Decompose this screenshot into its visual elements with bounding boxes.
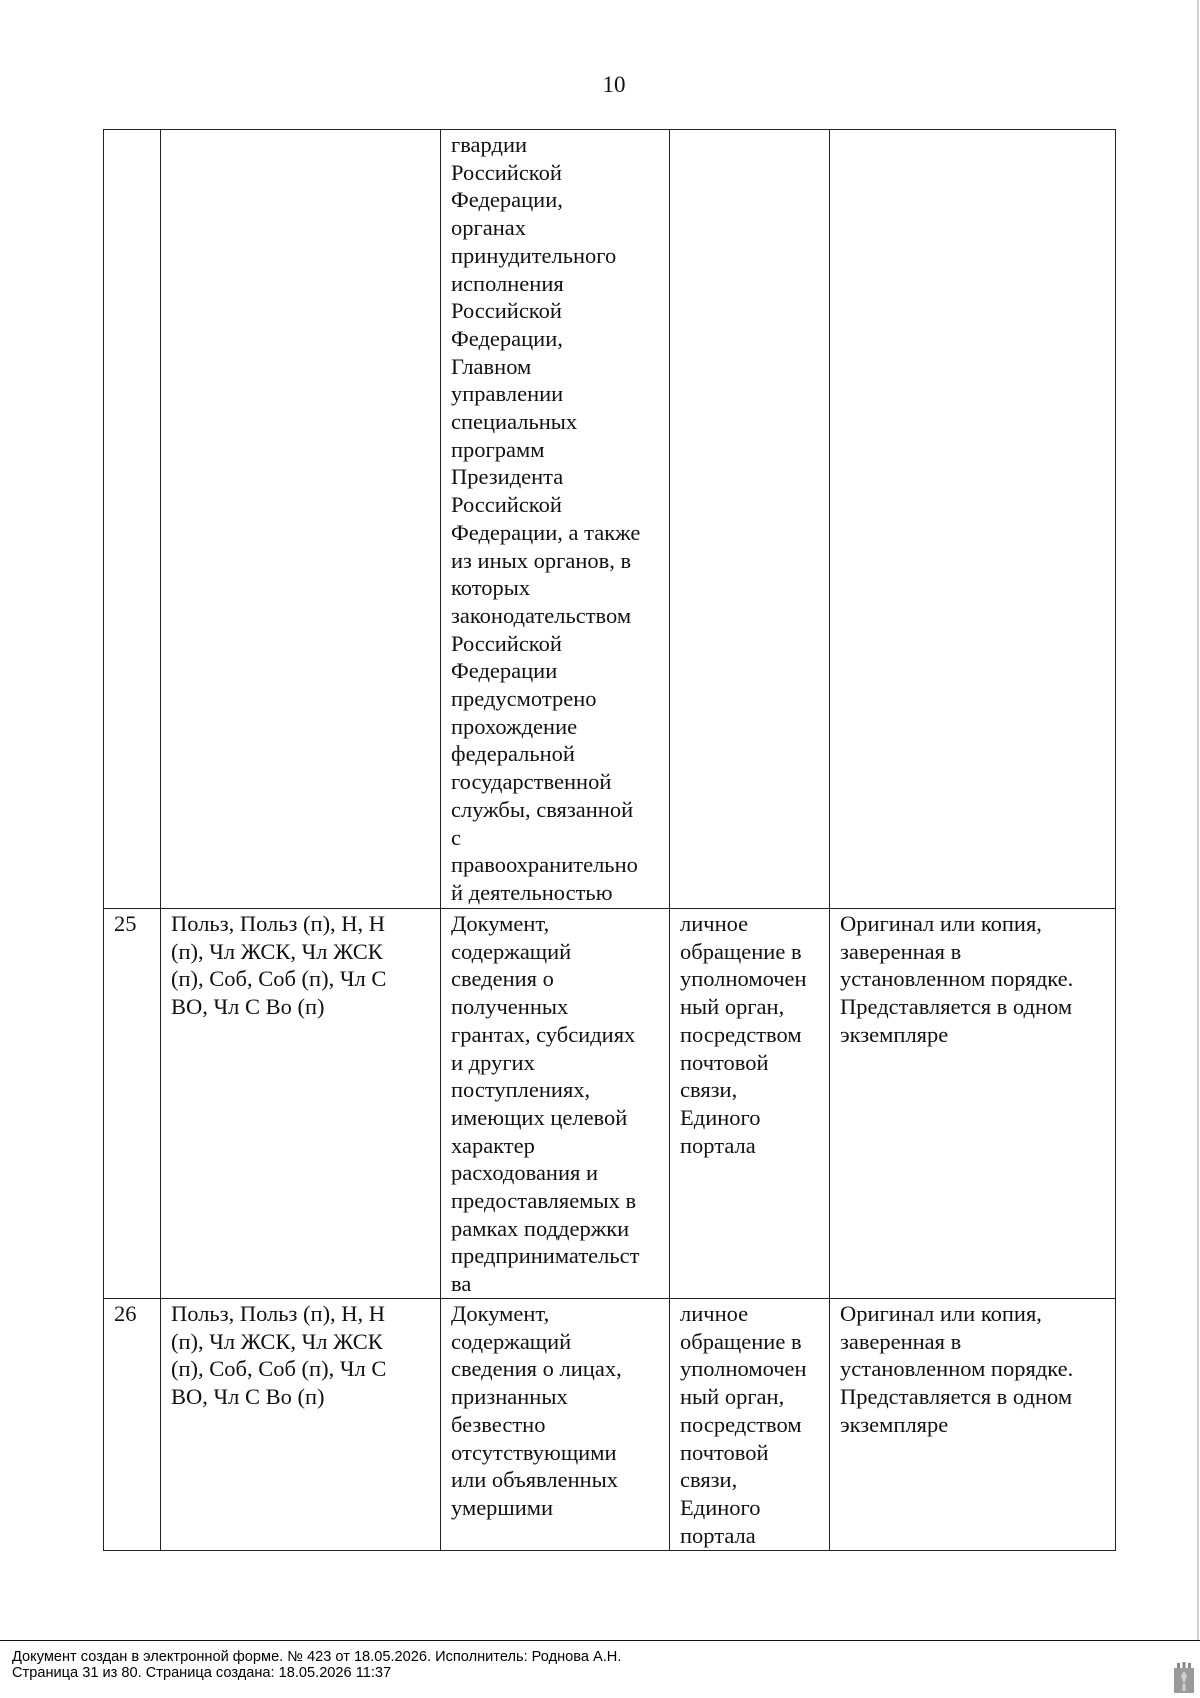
cell-method bbox=[670, 1299, 830, 1551]
cell-requirements bbox=[830, 909, 1116, 1299]
text-line: (п), Соб, Соб (п), Чл С bbox=[171, 1356, 387, 1382]
method-text bbox=[680, 910, 819, 1159]
text-line: личное bbox=[680, 911, 749, 936]
text-line: обращение в bbox=[680, 1328, 802, 1354]
text-line: расходования и bbox=[451, 1160, 599, 1186]
text-line: почтовой bbox=[680, 1439, 769, 1465]
text-line: й деятельностью bbox=[451, 879, 613, 905]
cell-requirements bbox=[830, 1299, 1116, 1551]
text-line: или объявленных bbox=[451, 1467, 619, 1493]
text-line: полученных bbox=[451, 994, 569, 1020]
cell-document bbox=[441, 1299, 670, 1551]
text-line: предпринимательст bbox=[451, 1243, 640, 1269]
text-line: Польз, Польз (п), Н, Н bbox=[171, 1301, 386, 1326]
applicants-text bbox=[171, 910, 430, 1021]
text-line: посредством bbox=[680, 1021, 802, 1047]
table-row bbox=[104, 1299, 1116, 1551]
text-line: Президента bbox=[451, 464, 564, 490]
text-line: отсутствующими bbox=[451, 1439, 617, 1465]
text-line: безвестно bbox=[451, 1411, 546, 1437]
text-line: ва bbox=[451, 1271, 472, 1297]
text-line: ный орган, bbox=[680, 1384, 785, 1410]
text-line: портала bbox=[680, 1522, 756, 1548]
text-line: которых bbox=[451, 575, 531, 601]
page-number: 10 bbox=[602, 72, 626, 97]
text-line: Российской bbox=[451, 159, 562, 185]
text-line: сведения о bbox=[451, 966, 554, 992]
text-line: Российской bbox=[451, 492, 562, 518]
requirements-text bbox=[840, 1300, 1105, 1439]
document-text bbox=[451, 910, 659, 1298]
text-line: экземпляре bbox=[840, 1411, 949, 1437]
text-line: заверенная в bbox=[840, 1328, 962, 1354]
cell-requirements bbox=[830, 130, 1116, 909]
cell-applicants bbox=[161, 909, 441, 1299]
text-line: личное bbox=[680, 1301, 749, 1326]
text-line: рамках поддержки bbox=[451, 1215, 630, 1241]
text-line: характер bbox=[451, 1132, 535, 1158]
text-line: портала bbox=[680, 1132, 756, 1158]
cell-applicants bbox=[161, 1299, 441, 1551]
text-line: уполномочен bbox=[680, 1356, 807, 1382]
cell-method bbox=[670, 909, 830, 1299]
text-line: установленном порядке. bbox=[840, 1356, 1074, 1382]
text-line: Федерации, bbox=[451, 187, 563, 213]
table-row bbox=[104, 909, 1116, 1299]
document-footer bbox=[0, 1640, 1200, 1681]
row-number: 25 bbox=[114, 911, 137, 936]
cell-document bbox=[441, 130, 670, 909]
text-line: содержащий bbox=[451, 1328, 572, 1354]
text-line: Единого bbox=[680, 1104, 761, 1130]
document-text bbox=[451, 1300, 659, 1522]
text-line: Оригинал или копия, bbox=[840, 911, 1042, 936]
text-line: исполнения bbox=[451, 270, 564, 296]
text-line: связи, bbox=[680, 1467, 738, 1493]
documents-table bbox=[103, 129, 1116, 1551]
text-line: экземпляре bbox=[840, 1021, 949, 1047]
text-line: Российской bbox=[451, 298, 562, 324]
text-line: имеющих целевой bbox=[451, 1104, 628, 1130]
text-line: с bbox=[451, 824, 461, 850]
coat-of-arms-icon bbox=[1173, 1662, 1195, 1694]
text-line: Федерации bbox=[451, 658, 558, 684]
text-line: из иных органов, в bbox=[451, 547, 632, 573]
text-line: почтовой bbox=[680, 1049, 769, 1075]
text-line: (п), Соб, Соб (п), Чл С bbox=[171, 966, 387, 992]
text-line: связи, bbox=[680, 1077, 738, 1103]
method-text bbox=[680, 1300, 819, 1549]
text-line: ВО, Чл С Во (п) bbox=[171, 1384, 325, 1410]
text-line: Главном bbox=[451, 353, 532, 379]
text-line: прохождение bbox=[451, 713, 578, 739]
cell-number bbox=[104, 130, 161, 909]
text-line: Федерации, а также bbox=[451, 519, 641, 545]
text-line: федеральной bbox=[451, 741, 575, 767]
text-line: Польз, Польз (п), Н, Н bbox=[171, 911, 386, 936]
text-line: специальных bbox=[451, 409, 578, 435]
text-line: (п), Чл ЖСК, Чл ЖСК bbox=[171, 1328, 383, 1354]
table-row-continuation bbox=[104, 130, 1116, 909]
text-line: и других bbox=[451, 1049, 535, 1075]
footer-line-1: Документ создан в электронной форме. № 423 от 18.05.2026. Исполнитель: Роднова А.Н. bbox=[12, 1649, 622, 1665]
text-line: Представляется в одном bbox=[840, 994, 1073, 1020]
row-number: 26 bbox=[114, 1301, 137, 1326]
text-line: ВО, Чл С Во (п) bbox=[171, 994, 325, 1020]
text-line: посредством bbox=[680, 1411, 802, 1437]
text-line: грантах, субсидиях bbox=[451, 1021, 636, 1047]
text-line: установленном порядке. bbox=[840, 966, 1074, 992]
text-line: гвардии bbox=[451, 132, 528, 157]
text-line: законодательством bbox=[451, 602, 632, 628]
text-line: программ bbox=[451, 436, 545, 462]
footer-line-2: Страница 31 из 80. Страница создана: 18.05.2026 11:37 bbox=[12, 1665, 392, 1681]
text-line: предусмотрено bbox=[451, 686, 597, 712]
text-line: Документ, bbox=[451, 911, 550, 936]
text-line: заверенная в bbox=[840, 938, 962, 964]
footer-text bbox=[12, 1649, 621, 1681]
applicants-text bbox=[171, 1300, 430, 1411]
text-line: предоставляемых в bbox=[451, 1188, 637, 1214]
document-text bbox=[451, 131, 659, 907]
text-line: уполномочен bbox=[680, 966, 807, 992]
text-line: обращение в bbox=[680, 938, 802, 964]
text-line: сведения о лицах, bbox=[451, 1356, 622, 1382]
text-line: Документ, bbox=[451, 1301, 550, 1326]
text-line: Представляется в одном bbox=[840, 1384, 1073, 1410]
text-line: государственной bbox=[451, 769, 612, 795]
text-line: содержащий bbox=[451, 938, 572, 964]
page-edge bbox=[1197, 0, 1199, 1640]
text-line: Федерации, bbox=[451, 325, 563, 351]
cell-document bbox=[441, 909, 670, 1299]
text-line: принудительного bbox=[451, 242, 617, 268]
cell-applicants bbox=[161, 130, 441, 909]
text-line: службы, связанной bbox=[451, 796, 634, 822]
text-line: поступлениях, bbox=[451, 1077, 591, 1103]
text-line: признанных bbox=[451, 1384, 568, 1410]
requirements-text bbox=[840, 910, 1105, 1049]
text-line: правоохранительно bbox=[451, 852, 638, 878]
text-line: ный орган, bbox=[680, 994, 785, 1020]
text-line: Российской bbox=[451, 630, 562, 656]
text-line: умершими bbox=[451, 1494, 554, 1520]
text-line: Оригинал или копия, bbox=[840, 1301, 1042, 1326]
text-line: Единого bbox=[680, 1494, 761, 1520]
cell-number bbox=[104, 909, 161, 1299]
text-line: (п), Чл ЖСК, Чл ЖСК bbox=[171, 938, 383, 964]
text-line: управлении bbox=[451, 381, 564, 407]
text-line: органах bbox=[451, 215, 526, 241]
cell-number bbox=[104, 1299, 161, 1551]
cell-method bbox=[670, 130, 830, 909]
